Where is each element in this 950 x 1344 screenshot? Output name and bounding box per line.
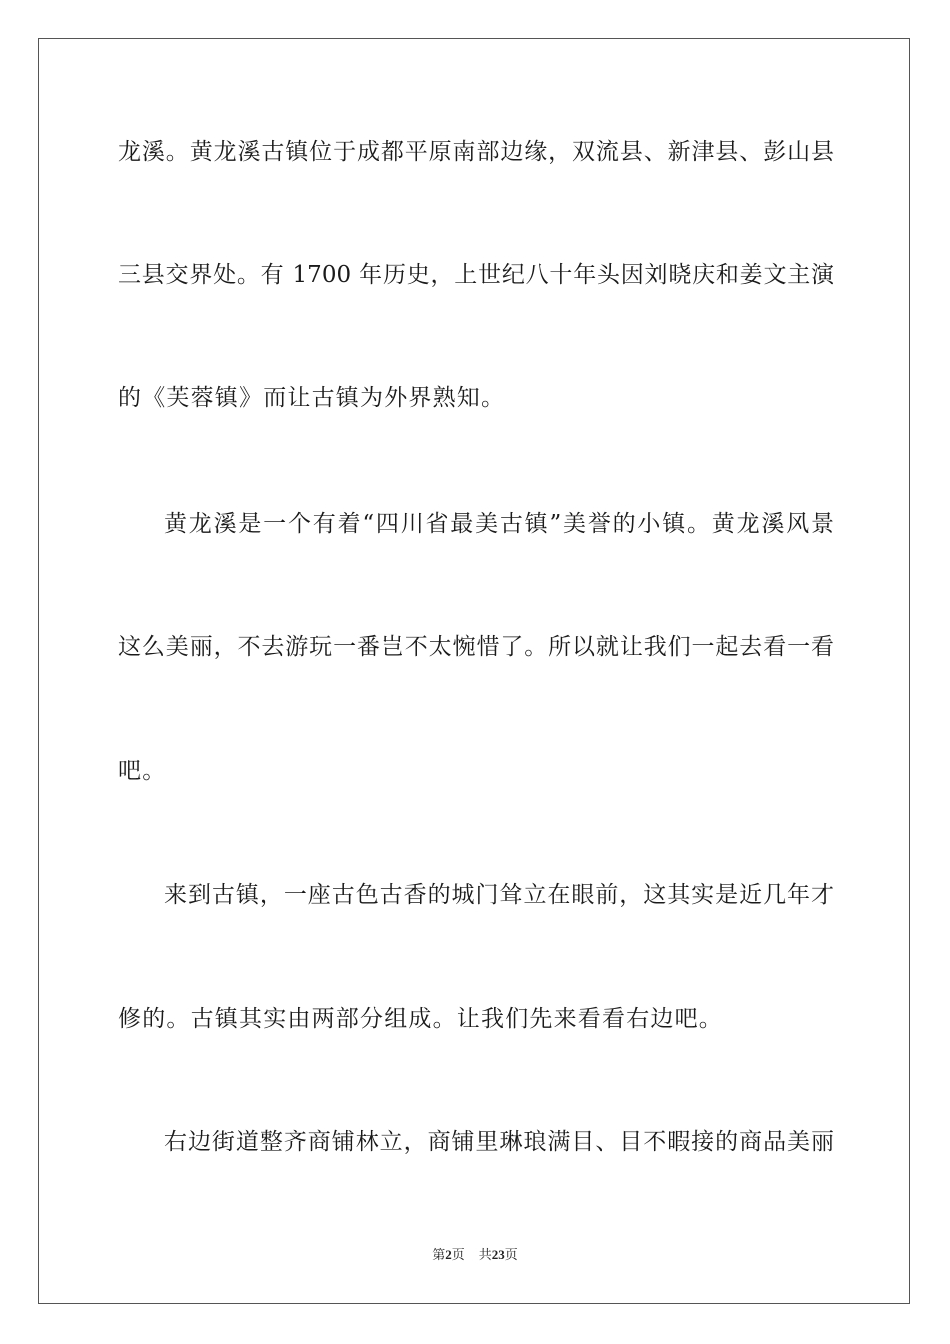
total-prefix: 共 (478, 1248, 492, 1263)
body-line-7: 来到古镇，一座古色古香的城门耸立在眼前，这其实是近几年才 (164, 882, 834, 908)
page-footer (0, 1246, 950, 1265)
body-line-4: 黄龙溪是一个有着“四川省最美古镇”美誉的小镇。黄龙溪风景 (164, 511, 834, 537)
body-line-8: 修的。古镇其实由两部分组成。让我们先来看看右边吧。 (118, 1006, 723, 1032)
page-suffix: 页 (451, 1248, 465, 1263)
page-frame (38, 38, 910, 1304)
body-line-2: 三县交界处。有 1700 年历史，上世纪八十年头因刘晓庆和姜文主演 (118, 262, 834, 288)
total-suffix: 页 (504, 1248, 518, 1263)
body-line-5: 这么美丽，不去游玩一番岂不太惋惜了。所以就让我们一起去看一看 (118, 634, 834, 660)
body-line-1: 龙溪。黄龙溪古镇位于成都平原南部边缘，双流县、新津县、彭山县 (118, 139, 834, 165)
body-line-3: 的《芙蓉镇》而让古镇为外界熟知。 (118, 385, 506, 411)
total-pages: 23 (491, 1247, 505, 1262)
body-line-6: 吧。 (118, 758, 167, 784)
body-line-9: 右边街道整齐商铺林立，商铺里琳琅满目、目不暇接的商品美丽 (164, 1129, 834, 1155)
page-prefix: 第 (432, 1248, 446, 1263)
page-number: 2 (445, 1247, 452, 1262)
